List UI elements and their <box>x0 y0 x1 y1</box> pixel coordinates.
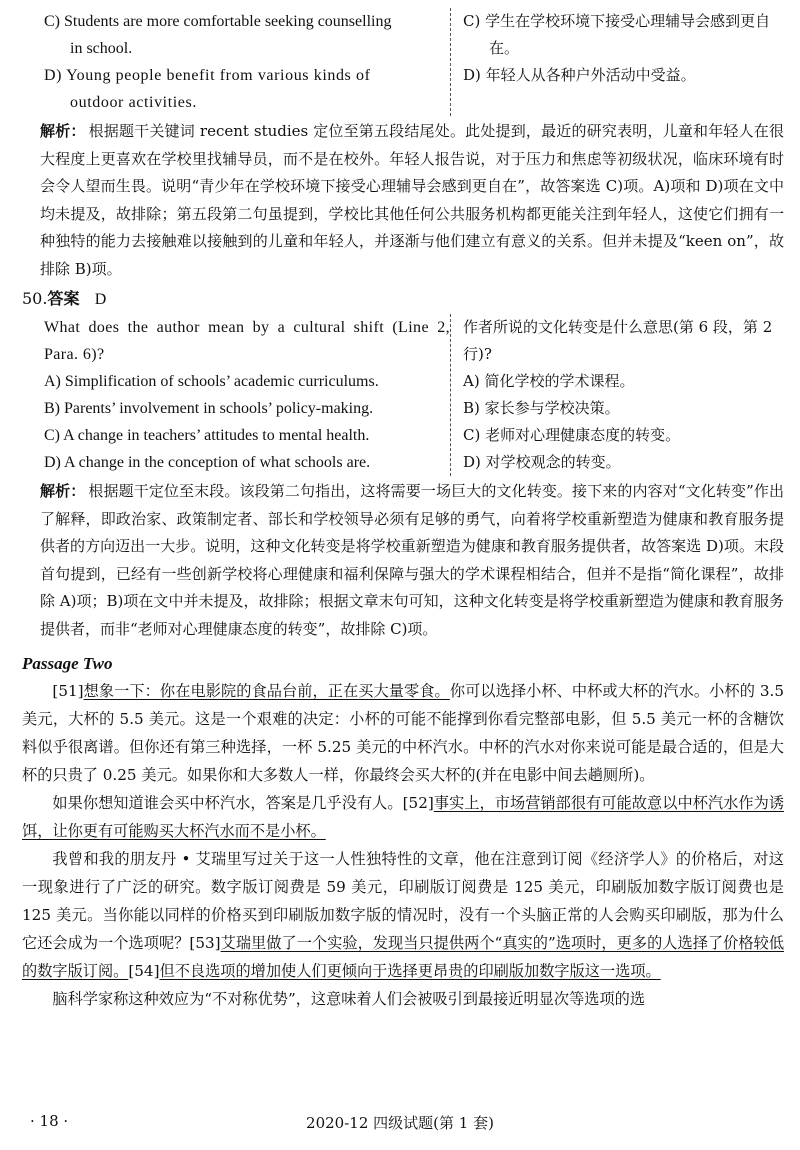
analysis-label: 解析： <box>40 122 86 140</box>
q49-option-c-zh: C) 学生在学校环境下接受心理辅导会感到更自在。 <box>463 12 771 57</box>
q50-analysis-text: 根据题干定位至末段。该段第二句指出，这将需要一场巨大的文化转变。接下来的内容对“文化转变”作出了解释，即政治家、政策制定者、部长和学校领导必须有足够的勇气，向着将学校重新塑造为健康和教育服务提供者的方向迈出一大步。说明，这种文化转变是将学校重新塑造为健康和教育服务提供者，故答案选 D)项。末段首句提到，已经有一些创新学校将心理健康和福利保障与强大的学术课程相结合，但并不是指“简化课程”，故排除 A)项；B)项在文中并未提及，故排除；根据文章末句可知，这种文化转变是将学校重新塑造为健康和教育服务提供者，而非“老师对心理健康态度的转变”，故排除 C)项。 <box>40 482 784 638</box>
marker-52: [52] <box>402 794 434 812</box>
underlined-sentence-54: 但不良选项的增加使人们更倾向于选择更昂贵的印刷版加数字版这一选项。 <box>159 962 661 980</box>
marker-51: [51] <box>52 682 84 700</box>
q49-option-d-en: D) Young people benefit from various kinds of outdoor activities. <box>44 67 371 111</box>
passage-title: Passage Two <box>22 654 113 673</box>
q50-number: 50. <box>22 289 48 308</box>
q49-options-en <box>22 8 450 116</box>
q50-option-b-zh: B) 家长参与学校决策。 <box>463 399 620 417</box>
q49-analysis <box>22 118 784 283</box>
q50-question-en: What does the author mean by a cultural shift (Line 2, Para. 6)? <box>44 319 450 363</box>
q50-en <box>22 314 450 476</box>
analysis-label: 解析： <box>40 482 86 500</box>
q49-option-d-zh: D) 年轻人从各种户外活动中受益。 <box>463 66 696 84</box>
q50-option-d-en: D) A change in the conception of what schools are. <box>44 454 371 471</box>
page <box>22 8 784 1013</box>
q50-option-a-zh: A) 简化学校的学术课程。 <box>463 372 635 390</box>
passage-paragraph-4: 脑科学家称这种效应为“不对称优势”，这意味着人们会被吸引到最接近明显次等选项的选 <box>52 990 646 1008</box>
q50-option-c-en: C) A change in teachers’ attitudes to mental health. <box>44 427 370 444</box>
footer-title: 2020-12 四级试题(第 1 套) <box>306 1114 494 1132</box>
underlined-sentence-52: 事实上，市场营销部很有可能故意以中杯汽水作为诱饵，让你更有可能购买大杯汽水而不是小杯。 <box>22 794 785 840</box>
q50-block <box>22 314 784 476</box>
q50-analysis <box>22 478 784 643</box>
q50-answer: D <box>94 291 107 308</box>
q50-option-a-en: A) Simplification of schools’ academic curriculums. <box>44 373 379 390</box>
q50-option-c-zh: C) 老师对心理健康态度的转变。 <box>463 426 681 444</box>
marker-53: [53] <box>189 934 221 952</box>
q49-option-c-en: C) Students are more comfortable seeking counselling in school. <box>44 13 392 57</box>
marker-54: [54] <box>128 962 160 980</box>
passage-paragraph-2: 如果你想知道谁会买中杯汽水，答案是几乎没有人。[52]事实上，市场营销部很有可能故意以中杯汽水作为诱饵，让你更有可能购买大杯汽水而不是小杯。 <box>22 794 785 840</box>
q50-option-d-zh: D) 对学校观念的转变。 <box>463 453 621 471</box>
q49-options-zh <box>450 8 784 116</box>
q50-option-b-en: B) Parents’ involvement in schools’ policy-making. <box>44 400 374 417</box>
q49-options <box>22 8 784 116</box>
q50-zh <box>450 314 784 476</box>
page-number: · 18 · <box>30 1112 69 1130</box>
passage-paragraph-3: 我曾和我的朋友丹 • 艾瑞里写过关于这一人性独特性的文章，他在注意到订阅《经济学人》的价格后，对这一现象进行了广泛的研究。数字版订阅费是 59 美元，印刷版订阅费是 125 美元，印刷版加数字版订阅费也是 125 美元。当你能以同样的价格买到印刷版加数字版的情况时，没有一个头脑正常的人会购买印刷版，那为什么它还会成为一个选项呢？[53]艾瑞里做了一个实验，发现当只提供两个“真实的”选项时，更多的人选择了价格较低的数字版订阅。[54]但不良选项的增加使人们更倾向于选择更昂贵的印刷版加数字版这一选项。 <box>22 850 785 980</box>
underlined-sentence-53: 艾瑞里做了一个实验，发现当只提供两个“真实的”选项时，更多的人选择了价格较低的数字版订阅。 <box>22 934 785 980</box>
q49-analysis-text: 根据题干关键词 recent studies 定位至第五段结尾处。此处提到，最近的研究表明，儿童和年轻人在很大程度上更喜欢在学校里找辅导员，而不是在校外。年轻人报告说，对于压力和焦虑等初级状况，临床环境有时会令人望而生畏。说明“青少年在学校环境下接受心理辅导会感到更自在”，故答案选 C)项。A)项和 D)项在文中均未提及，故排除；第五段第二句虽提到，学校比其他任何公共服务机构都更能关注到年轻人，这使它们拥有一种独特的能力去接触难以接触到的儿童和年轻人，并逐渐与他们建立有意义的关系。但并未提及“keen on”，故排除 B)项。 <box>40 122 784 278</box>
underlined-sentence-51: 想象一下：你在电影院的食品台前，正在买大量零食。 <box>83 682 450 700</box>
q50-question-zh: 作者所说的文化转变是什么意思(第 6 段，第 2 行)? <box>463 318 773 363</box>
answer-label: 答案 <box>47 289 80 308</box>
q50-answer-line <box>22 285 784 314</box>
passage-paragraph-1: [51]想象一下：你在电影院的食品台前，正在买大量零食。你可以选择小杯、中杯或大杯的汽水。小杯的 3.5 美元，大杯的 5.5 美元。这是一个艰难的决定：小杯的可能不能撑到你看完整部电影，但 5.5 美元一杯的含糖饮料似乎很离谱。但你还有第三种选择，一杯 5.25 美元的中杯汽水。中杯的汽水对你来说可能是最合适的，但是大杯的只贵了 0.25 美元。如果你和大多数人一样，你最终会买大杯的(并在电影中间去趟厕所)。 <box>22 682 784 784</box>
